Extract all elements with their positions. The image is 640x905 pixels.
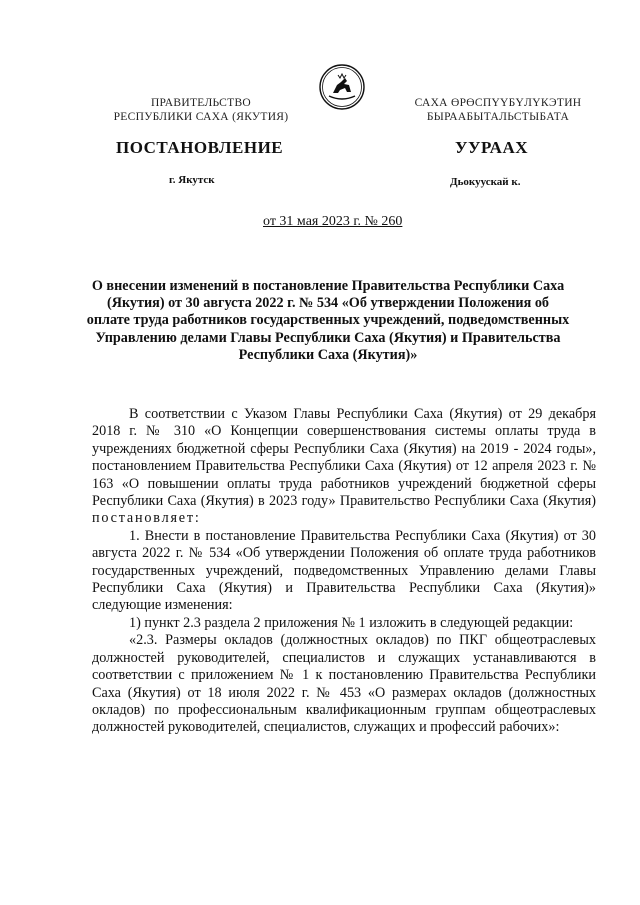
- document-title: О внесении изменений в постановление Правительства Республики Саха (Якутия) от 30 августа 2022 г. № 534 «Об утверждении Положения об оплате труда работников государственных учреждений, подведомственных Управлению делами Главы Республики Саха (Якутия) и Правительства Республики Саха (Якутия)»: [86, 278, 570, 363]
- city-russian: г. Якутск: [169, 174, 215, 186]
- issuer-line-1: ПРАВИТЕЛЬСТВО: [150, 97, 252, 109]
- city-yakut: Дьокуускай к.: [450, 176, 521, 188]
- paragraph-subitem-1: 1) пункт 2.3 раздела 2 приложения № 1 изложить в следующей редакции:: [129, 614, 574, 631]
- issuer-line-1: САХА ӨРӨСПҮҮБҮЛҮКЭТИН: [414, 97, 582, 109]
- coat-of-arms-emblem: [318, 63, 366, 111]
- document-body: [92, 406, 596, 737]
- paragraph-item-1: 1. Внести в постановление Правительства Республики Саха (Якутия) от 30 августа 2022 г. № 534 «Об утверждении Положения об оплате труда работников государственных учреждений, подведомственных Управлению делами Главы Республики Саха (Якутия) и Правительства Республики Саха (Якутия)» следующие изменения:: [92, 527, 596, 614]
- paragraph-preamble: [92, 406, 596, 528]
- resolves-word: постановляет:: [92, 510, 201, 527]
- preamble-text: В соответствии с Указом Главы Республики Саха (Якутия) от 29 декабря 2018 г. № 310 «О Концепции совершенствования системы оплаты труда в учреждениях бюджетной сферы Республики Саха (Якутия) на 2019 - 2024 годы», постановлением Правительства Республики Саха (Якутия) от 12 апреля 2023 г. № 163 «О повышении оплаты труда работников учреждений бюджетной сферы Республики Саха (Якутия) в 2023 году» Правительство Республики Саха (Якутия): [92, 406, 596, 510]
- issuer-line-2: РЕСПУБЛИКИ САХА (ЯКУТИЯ): [113, 111, 289, 123]
- doc-type-yakut: УУРААХ: [455, 138, 528, 157]
- paragraph-quoted-clause: «2.3. Размеры окладов (должностных окладов) по ПКГ общеотраслевых должностей руководителей, специалистов и служащих устанавливаются в соответствии с приложением № 1 к постановлению Правительства Республики Саха (Якутия) от 18 июля 2022 г. № 453 «О размерах окладов (должностных окладов) по профессиональным квалификационным группам общеотраслевых должностей руководителей, специалистов, служащих и профессий рабочих»:: [92, 632, 596, 736]
- issuer-name-yakut: [398, 96, 598, 124]
- issuer-name-russian: [106, 96, 296, 124]
- issuer-line-2: БЫРААБЫТАЛЬСТЫБАТА: [426, 111, 570, 123]
- document-date-number: от 31 мая 2023 г. № 260: [263, 214, 403, 229]
- doc-type-russian: ПОСТАНОВЛЕНИЕ: [116, 138, 284, 157]
